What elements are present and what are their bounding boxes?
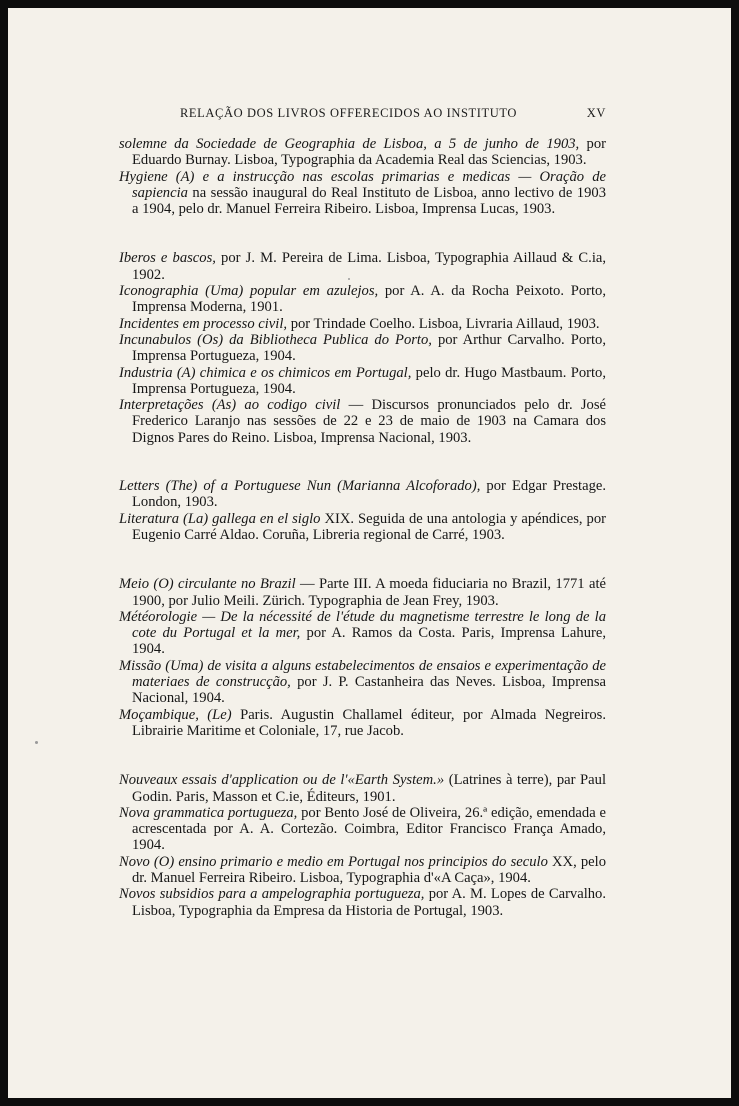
entry-details: por A. A. da Rocha Peixoto. Porto, Imprensa Moderna, 1901. [132, 283, 606, 316]
list-entry [119, 136, 606, 169]
paper-speck [348, 278, 350, 280]
section-m [119, 576, 606, 739]
entry-title: Novo (O) ensino primario e medio em Portugal nos principios do seculo [119, 853, 548, 870]
entry-title: Moçambique, (Le) [119, 706, 232, 723]
section-n [119, 772, 606, 919]
section-i [119, 250, 606, 446]
list-entry [119, 707, 606, 740]
entry-title: Industria (A) chimica e os chimicos em Portugal, [119, 364, 412, 381]
page-number: XV [586, 106, 606, 120]
entry-details: por J. M. Pereira de Lima. Lisboa, Typographia Aillaud & C.ia, 1902. [132, 250, 606, 283]
list-entry [119, 854, 606, 887]
entry-details: por A. Ramos da Costa. Paris, Imprensa Lahure, 1904. [132, 625, 606, 658]
entry-details: por Edgar Prestage. London, 1903. [132, 478, 606, 511]
entry-details: por Arthur Carvalho. Porto, Imprensa Portugueza, 1904. [132, 331, 606, 365]
list-entry [119, 316, 606, 332]
entry-details: por Eduardo Burnay. Lisboa, Typographia da Academia Real das Sciencias, 1903. [132, 136, 606, 169]
entry-title: Letters (The) of a Portuguese Nun (Marianna Alcoforado), [119, 478, 481, 495]
entry-title: solemne da Sociedade de Geographia de Lisboa, a 5 de junho de 1903, [119, 136, 580, 152]
list-entry [119, 511, 606, 544]
section-s [119, 136, 606, 217]
entry-details: por Bento José de Oliveira, 26.ª edição, emendada e acrescentada por A. A. Cortezão. Coimbra, Editor Francisco França Amado, 1904. [132, 804, 606, 854]
entry-title: Nouveaux essais d'application ou de l'«Earth System.» [119, 772, 445, 789]
list-entry [119, 169, 606, 218]
list-entry [119, 283, 606, 316]
entry-details: por J. P. Castanheira das Neves. Lisboa, Imprensa Nacional, 1904. [132, 674, 606, 707]
bibliography-list [119, 136, 606, 952]
entry-title: Meio (O) circulante no Brazil [119, 576, 296, 593]
entry-title: Iconographia (Uma) popular em azulejos, [119, 283, 379, 300]
entry-title: Literatura (La) gallega en el siglo [119, 510, 321, 527]
list-entry [119, 658, 606, 707]
list-entry [119, 886, 606, 919]
entry-title: Hygiene (A) e a instrucção nas escolas primarias e medicas — Oração de sapiencia [119, 168, 606, 201]
entry-title: Incunabulos (Os) da Bibliotheca Publica do Porto, [119, 331, 432, 348]
entry-title: Interpretações (As) ao codigo civil [119, 397, 341, 414]
list-entry [119, 365, 606, 398]
entry-details: por Trindade Coelho. Lisboa, Livraria Aillaud, 1903. [287, 315, 600, 332]
section-l [119, 478, 606, 543]
entry-title: Missão (Uma) de visita a alguns estabelecimentos de ensaios e experimentação de materiaes de construcção, [119, 657, 606, 691]
list-entry [119, 397, 606, 446]
entry-title: Incidentes em processo civil, [119, 315, 288, 332]
paper-speck [35, 741, 38, 744]
entry-details: XX, pelo dr. Manuel Ferreira Ribeiro. Lisboa, Typographia d'«A Caça», 1904. [132, 853, 606, 886]
list-entry [119, 478, 606, 511]
entry-details: — Parte III. A moeda fiduciaria no Brazil, 1771 até 1900, por Julio Meili. Zürich. Typographia de Jean Frey, 1903. [132, 576, 606, 609]
entry-title: Iberos e bascos, [119, 250, 216, 267]
entry-details: Paris. Augustin Challamel éditeur, por Almada Negreiros. Librairie Maritime et Coloniale, 17, rue Jacob. [132, 706, 606, 739]
entry-title: Météorologie — De la nécessité de l'étude du magnetisme terrestre le long de la cote du Portugal et la mer, [119, 608, 606, 642]
list-entry [119, 805, 606, 854]
entry-details: XIX. Seguida de una antologia y apéndices, por Eugenio Carré Aldao. Coruña, Libreria regional de Carré, 1903. [132, 510, 606, 543]
entry-details: pelo dr. Hugo Mastbaum. Porto, Imprensa Portugueza, 1904. [132, 364, 606, 397]
entry-details: por A. M. Lopes de Carvalho. Lisboa, Typographia da Empresa da Historia de Portugal, 1903. [132, 886, 606, 919]
book-page [8, 8, 731, 1098]
entry-details: na sessão inaugural do Real Instituto de Lisboa, anno lectivo de 1903 a 1904, pelo dr. Manuel Ferreira Ribeiro. Lisboa, Imprensa Lucas, 1903. [132, 184, 606, 218]
entry-title: Nova grammatica portugueza, [119, 804, 298, 821]
entry-details: — Discursos pronunciados pelo dr. José Frederico Laranjo nas sessões de 22 e 23 de maio de 1903 na Camara dos Dignos Pares do Reino. Lisboa, Imprensa Nacional, 1903. [132, 397, 607, 446]
entry-details: (Latrines à terre), par Paul Godin. Paris, Masson et C.ie, Éditeurs, 1901. [132, 772, 606, 805]
list-entry [119, 332, 606, 365]
list-entry [119, 772, 606, 805]
list-entry [119, 609, 606, 658]
entry-title: Novos subsidios para a ampelographia portugueza, [119, 886, 425, 903]
list-entry [119, 250, 606, 283]
running-title: RELAÇÃO DOS LIVROS OFFERECIDOS AO INSTITUTO [180, 106, 518, 120]
list-entry [119, 576, 606, 609]
